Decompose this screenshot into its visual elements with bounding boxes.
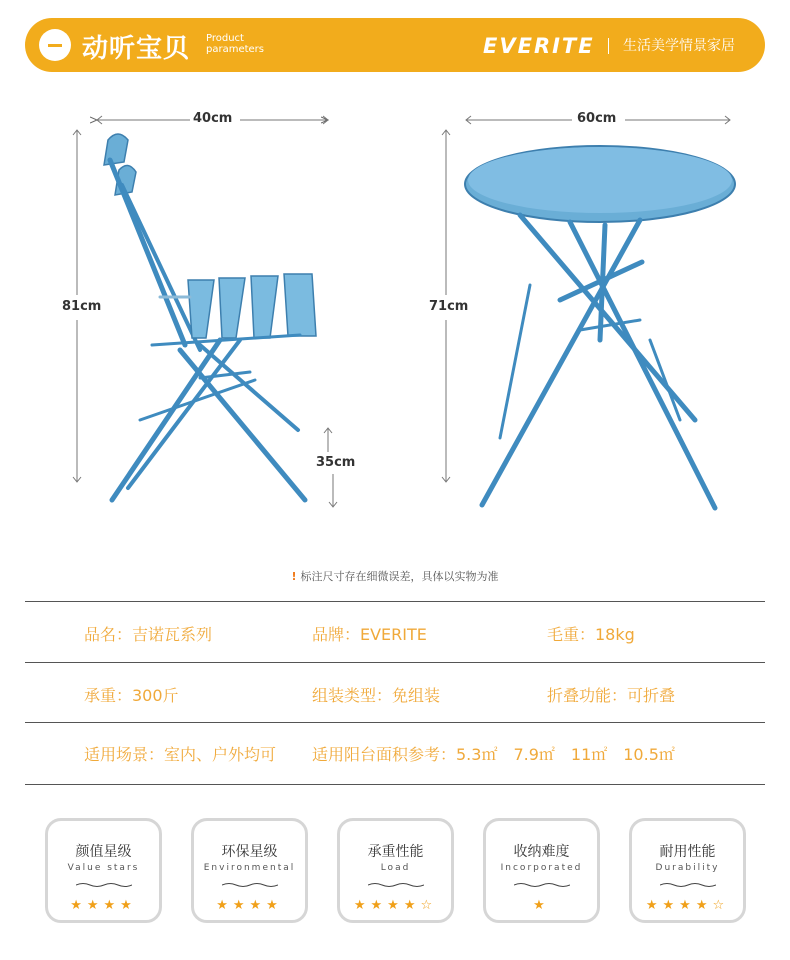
spec-assembly-type: 组装类型：免组装: [312, 686, 441, 705]
exclamation-icon: !: [291, 570, 297, 583]
spec-divider: [25, 722, 765, 723]
brand-slogan: 生活美学情景家居: [623, 38, 735, 54]
rating-card-durability: [629, 818, 746, 923]
spec-scenario: 适用场景：室内、户外均可: [84, 745, 277, 764]
wave-divider-icon: [368, 882, 424, 888]
rating-card-value: [45, 818, 162, 923]
spec-divider: [25, 784, 765, 785]
rating-stars: ★: [533, 898, 550, 913]
rating-title: 耐用性能: [659, 844, 716, 860]
section-title: 动听宝贝: [82, 34, 191, 64]
rating-card-environmental: [191, 818, 308, 923]
rating-stars: ★★★★☆: [353, 898, 438, 913]
rating-subtitle: Durability: [655, 863, 720, 873]
spec-load-capacity: 承重：300斤: [84, 686, 179, 705]
spec-product-name: 品名：吉诺瓦系列: [84, 625, 213, 644]
wave-divider-icon: [76, 882, 132, 888]
section-number-icon: [39, 29, 71, 61]
rating-stars: ★★★★: [70, 898, 137, 913]
rating-title: 收纳难度: [513, 844, 570, 860]
rating-subtitle: Incorporated: [500, 863, 583, 873]
spec-folding: 折叠功能：可折叠: [547, 686, 676, 705]
chair-height-label: 81cm: [59, 299, 104, 314]
spec-divider: [25, 601, 765, 602]
header-divider: [608, 38, 609, 54]
rating-stars: ★★★★☆: [645, 898, 730, 913]
rating-subtitle: Environmental: [203, 863, 296, 873]
rating-title: 环保星级: [221, 844, 278, 860]
spec-gross-weight: 毛重：18kg: [547, 625, 635, 644]
brand-logo: EVERITE: [483, 34, 595, 58]
wave-divider-icon: [222, 882, 278, 888]
rating-title: 承重性能: [367, 844, 424, 860]
spec-brand: 品牌：EVERITE: [312, 625, 427, 644]
chair-drawing: [104, 134, 316, 500]
spec-divider: [25, 662, 765, 663]
rating-card-storage: [483, 818, 600, 923]
measurement-note: ! 标注尺寸存在细微误差，具体以实物为准: [291, 570, 499, 583]
product-dimension-drawing: [0, 100, 790, 530]
header-banner: [25, 18, 765, 72]
table-width-label: 60cm: [574, 111, 619, 126]
section-subtitle: Product parameters: [206, 33, 265, 55]
wave-divider-icon: [514, 882, 570, 888]
rating-stars: ★★★★: [216, 898, 283, 913]
product-illustration: [0, 100, 790, 530]
chair-width-label: 40cm: [190, 111, 235, 126]
table-height-label: 71cm: [426, 299, 471, 314]
seat-height-label: 35cm: [313, 455, 358, 470]
rating-subtitle: Load: [380, 863, 411, 873]
spec-balcony-area: 适用阳台面积参考：5.3㎡ 7.9㎡ 11㎡ 10.5㎡: [312, 745, 675, 764]
rating-title: 颜值星级: [75, 844, 132, 860]
wave-divider-icon: [660, 882, 716, 888]
table-drawing: [465, 146, 735, 508]
rating-subtitle: Value stars: [67, 863, 140, 873]
rating-card-load: [337, 818, 454, 923]
